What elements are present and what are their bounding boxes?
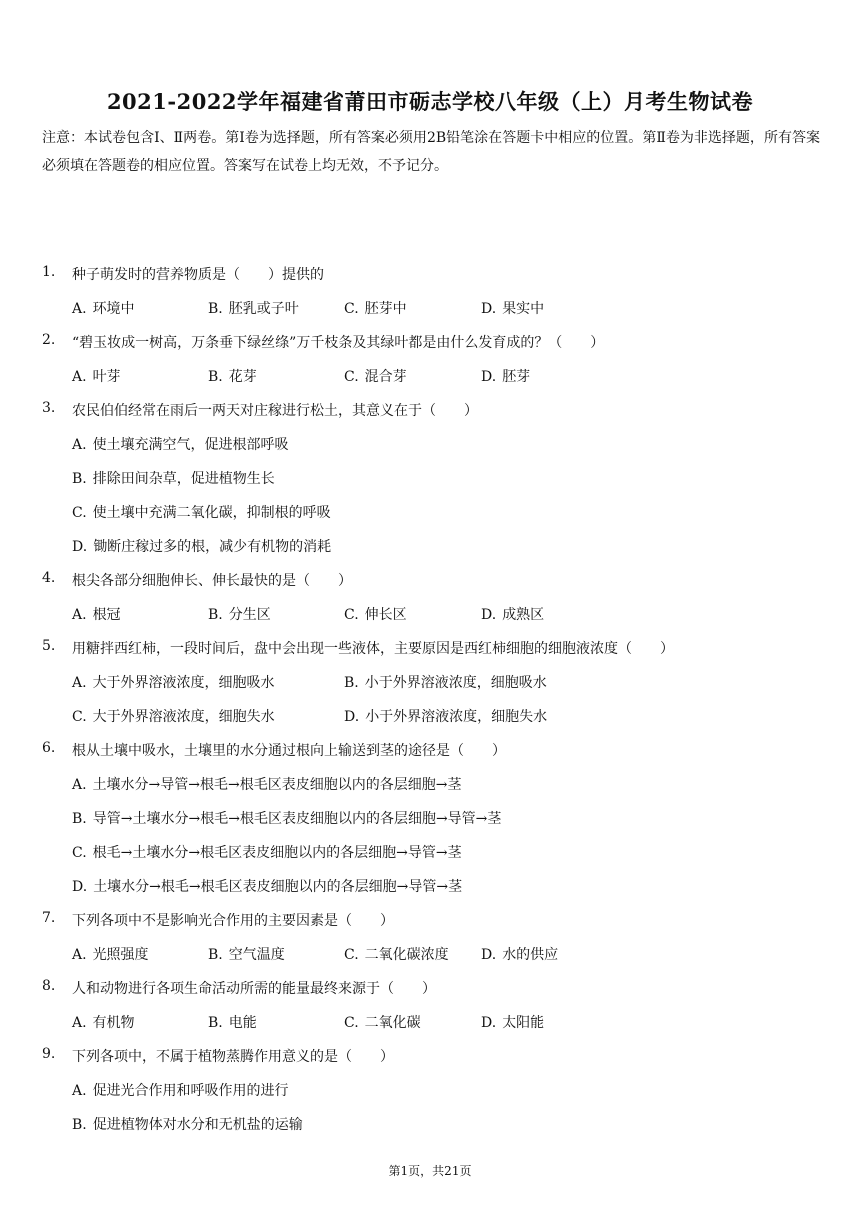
exam-notice: 注意：本试卷包含Ⅰ、Ⅱ两卷。第Ⅰ卷为选择题，所有答案必须用2B铅笔涂在答题卡中相应的位置。第Ⅱ卷为非选择题，所有答案必须填在答题卷的相应位置。答案写在试卷上均无效，不予记分。 xyxy=(42,130,820,174)
option-b: B. 花芽 xyxy=(208,369,257,385)
question-number: 8. xyxy=(42,978,56,994)
option-a: A. 有机物 xyxy=(72,1015,135,1031)
question-3 xyxy=(0,394,860,428)
option-c: C. 大于外界溶液浓度，细胞失水 xyxy=(72,709,275,725)
question-number: 6. xyxy=(42,740,56,756)
option-c: C. 二氧化碳 xyxy=(344,1015,421,1031)
question-8 xyxy=(0,972,860,1006)
question-stem: 根尖各部分细胞伸长、伸长最快的是（ ） xyxy=(72,573,352,589)
option-b: B. 小于外界溶液浓度，细胞吸水 xyxy=(344,675,547,691)
option-a: A. 环境中 xyxy=(72,301,135,317)
options-row xyxy=(0,292,860,326)
option-a: A. 光照强度 xyxy=(72,947,149,963)
options-row xyxy=(0,700,860,734)
page-title: 2021-2022学年福建省莆田市砺志学校八年级（上）月考生物试卷 xyxy=(106,89,754,114)
question-stem: 下列各项中不是影响光合作用的主要因素是（ ） xyxy=(72,913,394,929)
option-a: A. 叶芽 xyxy=(72,369,121,385)
question-2 xyxy=(0,326,860,360)
option-b: B. 排除田间杂草，促进植物生长 xyxy=(72,471,275,487)
question-stem: 用糖拌西红柿，一段时间后，盘中会出现一些液体，主要原因是西红柿细胞的细胞液浓度（ ） xyxy=(72,641,674,657)
option-d: D. 锄断庄稼过多的根，减少有机物的消耗 xyxy=(72,539,332,555)
question-stem: 种子萌发时的营养物质是（ ）提供的 xyxy=(72,267,324,283)
question-4 xyxy=(0,564,860,598)
option-d: D. 果实中 xyxy=(481,301,545,317)
options-row xyxy=(0,1006,860,1040)
question-number: 7. xyxy=(42,910,56,926)
options-row xyxy=(0,360,860,394)
option-d: D. 太阳能 xyxy=(481,1015,545,1031)
question-number: 4. xyxy=(42,570,56,586)
question-7 xyxy=(0,904,860,938)
option-a: A. 土壤水分→导管→根毛→根毛区表皮细胞以内的各层细胞→茎 xyxy=(72,777,462,793)
option-c: C. 胚芽中 xyxy=(344,301,407,317)
question-number: 2. xyxy=(42,332,56,348)
question-5 xyxy=(0,632,860,666)
question-9 xyxy=(0,1040,860,1074)
option-b: B. 电能 xyxy=(208,1015,257,1031)
option-c: C. 根毛→土壤水分→根毛区表皮细胞以内的各层细胞→导管→茎 xyxy=(72,845,462,861)
question-stem: 农民伯伯经常在雨后一两天对庄稼进行松土，其意义在于（ ） xyxy=(72,403,478,419)
option-a: A. 大于外界溶液浓度，细胞吸水 xyxy=(72,675,275,691)
option-d: D. 土壤水分→根毛→根毛区表皮细胞以内的各层细胞→导管→茎 xyxy=(72,879,463,895)
question-number: 5. xyxy=(42,638,56,654)
question-stem: 下列各项中，不属于植物蒸腾作用意义的是（ ） xyxy=(72,1049,394,1065)
option-b: B. 空气温度 xyxy=(208,947,285,963)
question-stem: 根从土壤中吸水，土壤里的水分通过根向上输送到茎的途径是（ ） xyxy=(72,743,506,759)
option-b: B. 导管→土壤水分→根毛→根毛区表皮细胞以内的各层细胞→导管→茎 xyxy=(72,811,502,827)
options-row xyxy=(0,598,860,632)
option-a: A. 使土壤充满空气，促进根部呼吸 xyxy=(72,437,289,453)
question-6 xyxy=(0,734,860,768)
question-stem: “碧玉妆成一树高，万条垂下绿丝绦”万千枝条及其绿叶都是由什么发育成的？（ ） xyxy=(72,335,605,351)
option-d: D. 小于外界溶液浓度，细胞失水 xyxy=(344,709,548,725)
question-list xyxy=(0,258,860,1142)
option-d: D. 水的供应 xyxy=(481,947,559,963)
option-c: C. 使土壤中充满二氧化碳，抑制根的呼吸 xyxy=(72,505,331,521)
option-c: C. 伸长区 xyxy=(344,607,407,623)
option-c: C. 混合芽 xyxy=(344,369,407,385)
question-1 xyxy=(0,258,860,292)
question-stem: 人和动物进行各项生命活动所需的能量最终来源于（ ） xyxy=(72,981,436,997)
option-c: C. 二氧化碳浓度 xyxy=(344,947,449,963)
option-b: B. 分生区 xyxy=(208,607,271,623)
question-number: 3. xyxy=(42,400,56,416)
option-d: D. 胚芽 xyxy=(481,369,531,385)
question-number: 1. xyxy=(42,264,56,280)
option-a: A. 促进光合作用和呼吸作用的进行 xyxy=(72,1083,289,1099)
option-b: B. 胚乳或子叶 xyxy=(208,301,299,317)
options-row xyxy=(0,938,860,972)
option-b: B. 促进植物体对水分和无机盐的运输 xyxy=(72,1117,303,1133)
option-d: D. 成熟区 xyxy=(481,607,545,623)
options-row xyxy=(0,666,860,700)
question-number: 9. xyxy=(42,1046,56,1062)
option-a: A. 根冠 xyxy=(72,607,121,623)
page-footer: 第1页，共21页 xyxy=(388,1164,472,1178)
